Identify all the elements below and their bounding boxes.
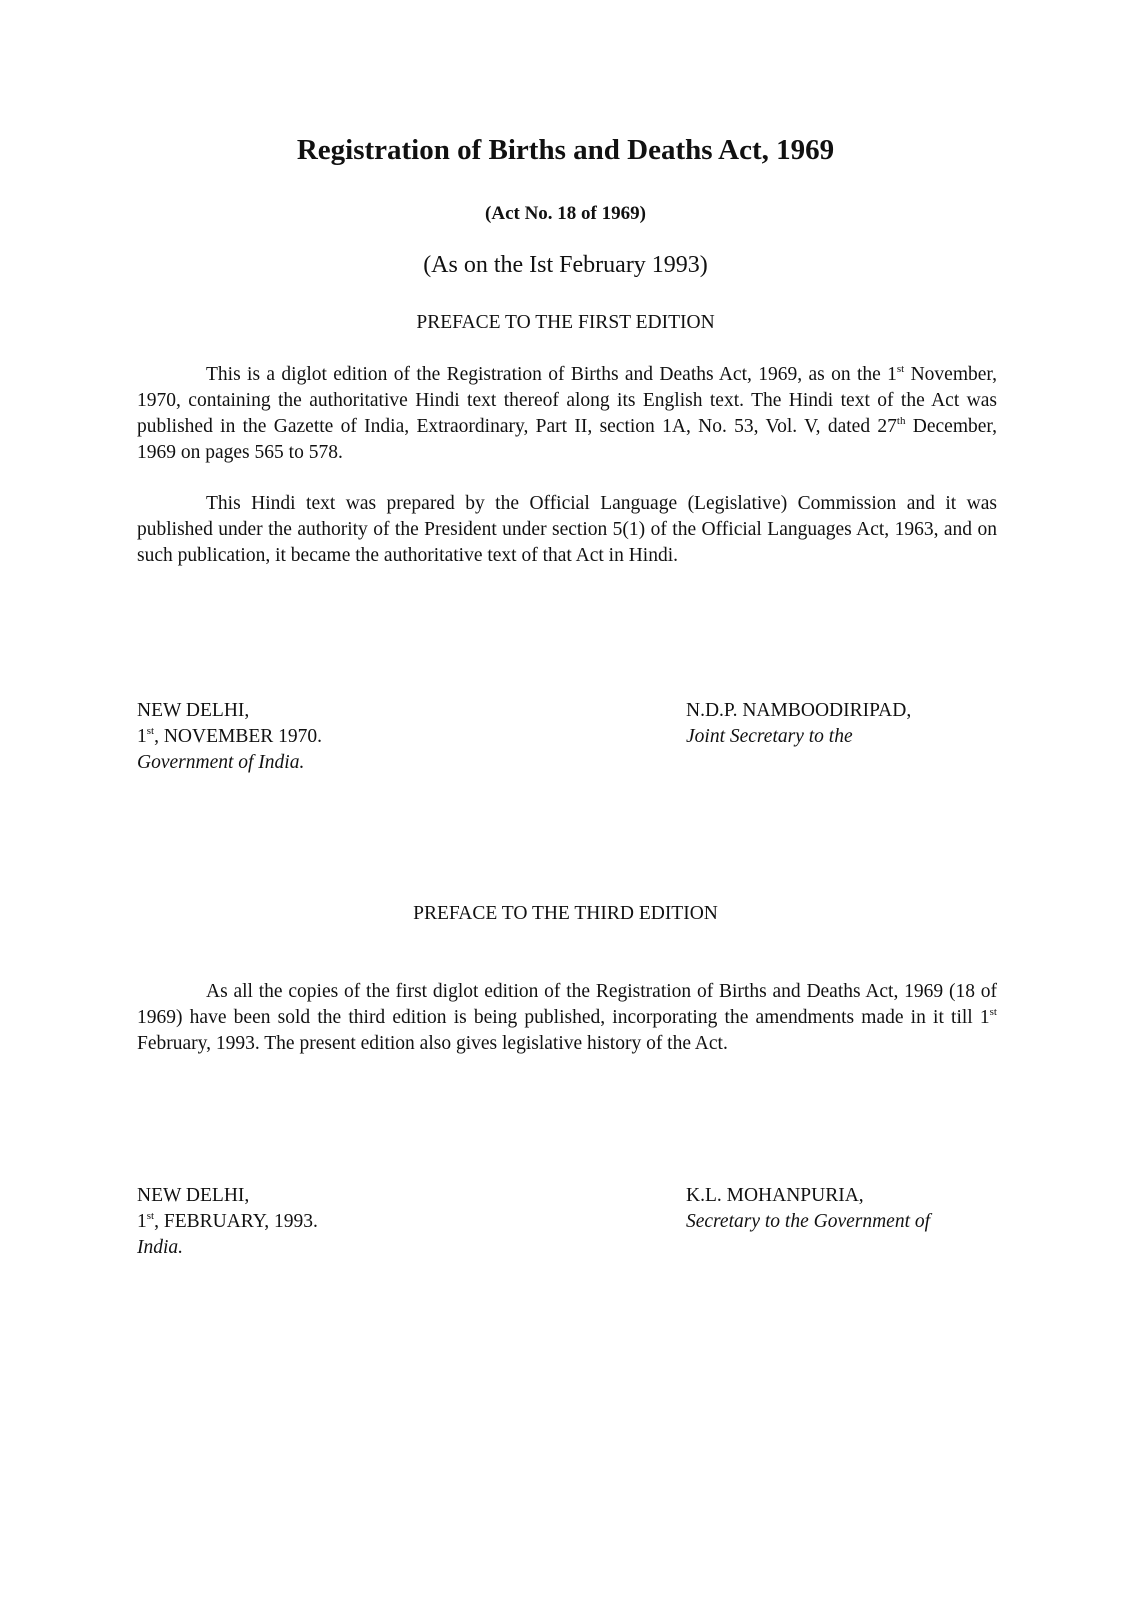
- first-edition-para1-text-b: November, 1970, containing the authoritative Hindi text thereof along its English text. The Hindi text of the Act was published in the Gazette of India, Extraordinary, Part II, section 1A, No. 53, Vol. V, dated 27: [137, 364, 997, 437]
- first-edition-government: Government of India.: [137, 752, 305, 773]
- third-edition-signatory: [686, 1183, 930, 1235]
- third-edition-place-date: [137, 1183, 318, 1261]
- first-edition-signatory-designation: Joint Secretary to the: [686, 726, 853, 747]
- third-edition-heading: PREFACE TO THE THIRD EDITION: [413, 903, 718, 924]
- first-edition-para1-text-a: This is a diglot edition of the Registration of Births and Deaths Act, 1969, as on the 1: [206, 364, 897, 385]
- third-edition-signatory-designation: Secretary to the Government of: [686, 1211, 931, 1232]
- third-edition-para1-text-b: February, 1993. The present edition also gives legislative history of the Act.: [137, 1033, 728, 1054]
- third-edition-country: India.: [137, 1237, 184, 1258]
- first-edition-signatory: [686, 698, 911, 750]
- as-on-date: (As on the Ist February 1993): [423, 252, 708, 278]
- document-title: Registration of Births and Deaths Act, 1969: [296, 134, 835, 166]
- first-edition-para1-text-c: December, 1969 on pages 565 to 578.: [137, 416, 997, 463]
- first-edition-date: [137, 724, 322, 750]
- third-edition-para1-sup: st: [989, 1006, 997, 1018]
- third-edition-para1-text-a: As all the copies of the first diglot edition of the Registration of Births and Deaths Act, 1969 (18 of 1969) have been sold the third edition is being published, incorporating the amendments made in it till 1: [137, 981, 997, 1028]
- third-edition-date: [137, 1209, 318, 1235]
- first-edition-paragraph-2: This Hindi text was prepared by the Official Language (Legislative) Commission and it was published under the authority of the President under section 5(1) of the Official Languages Act, 1963, and on such publication, it became the authoritative text of that Act in Hindi.: [137, 493, 997, 566]
- first-edition-place-date: [137, 698, 322, 776]
- first-edition-date-rest: , NOVEMBER 1970.: [154, 726, 323, 747]
- third-edition-date-sup: st: [146, 1210, 155, 1222]
- third-edition-place: NEW DELHI,: [137, 1185, 250, 1206]
- third-edition-paragraph-1: [137, 979, 997, 1057]
- act-number: (Act No. 18 of 1969): [485, 203, 646, 224]
- first-edition-place: NEW DELHI,: [137, 700, 250, 721]
- first-edition-date-sup: st: [146, 725, 155, 737]
- third-edition-signatory-name: K.L. MOHANPURIA,: [686, 1185, 864, 1206]
- first-edition-paragraph-1: [137, 362, 997, 466]
- first-edition-heading: PREFACE TO THE FIRST EDITION: [416, 312, 715, 333]
- third-edition-date-rest: , FEBRUARY, 1993.: [154, 1211, 318, 1232]
- first-edition-para1-sup-a: st: [896, 363, 905, 375]
- third-edition-date-num: 1: [137, 1211, 147, 1232]
- first-edition-para1-sup-b: th: [896, 415, 906, 427]
- first-edition-date-num: 1: [137, 726, 147, 747]
- first-edition-signatory-name: N.D.P. NAMBOODIRIPAD,: [686, 700, 912, 721]
